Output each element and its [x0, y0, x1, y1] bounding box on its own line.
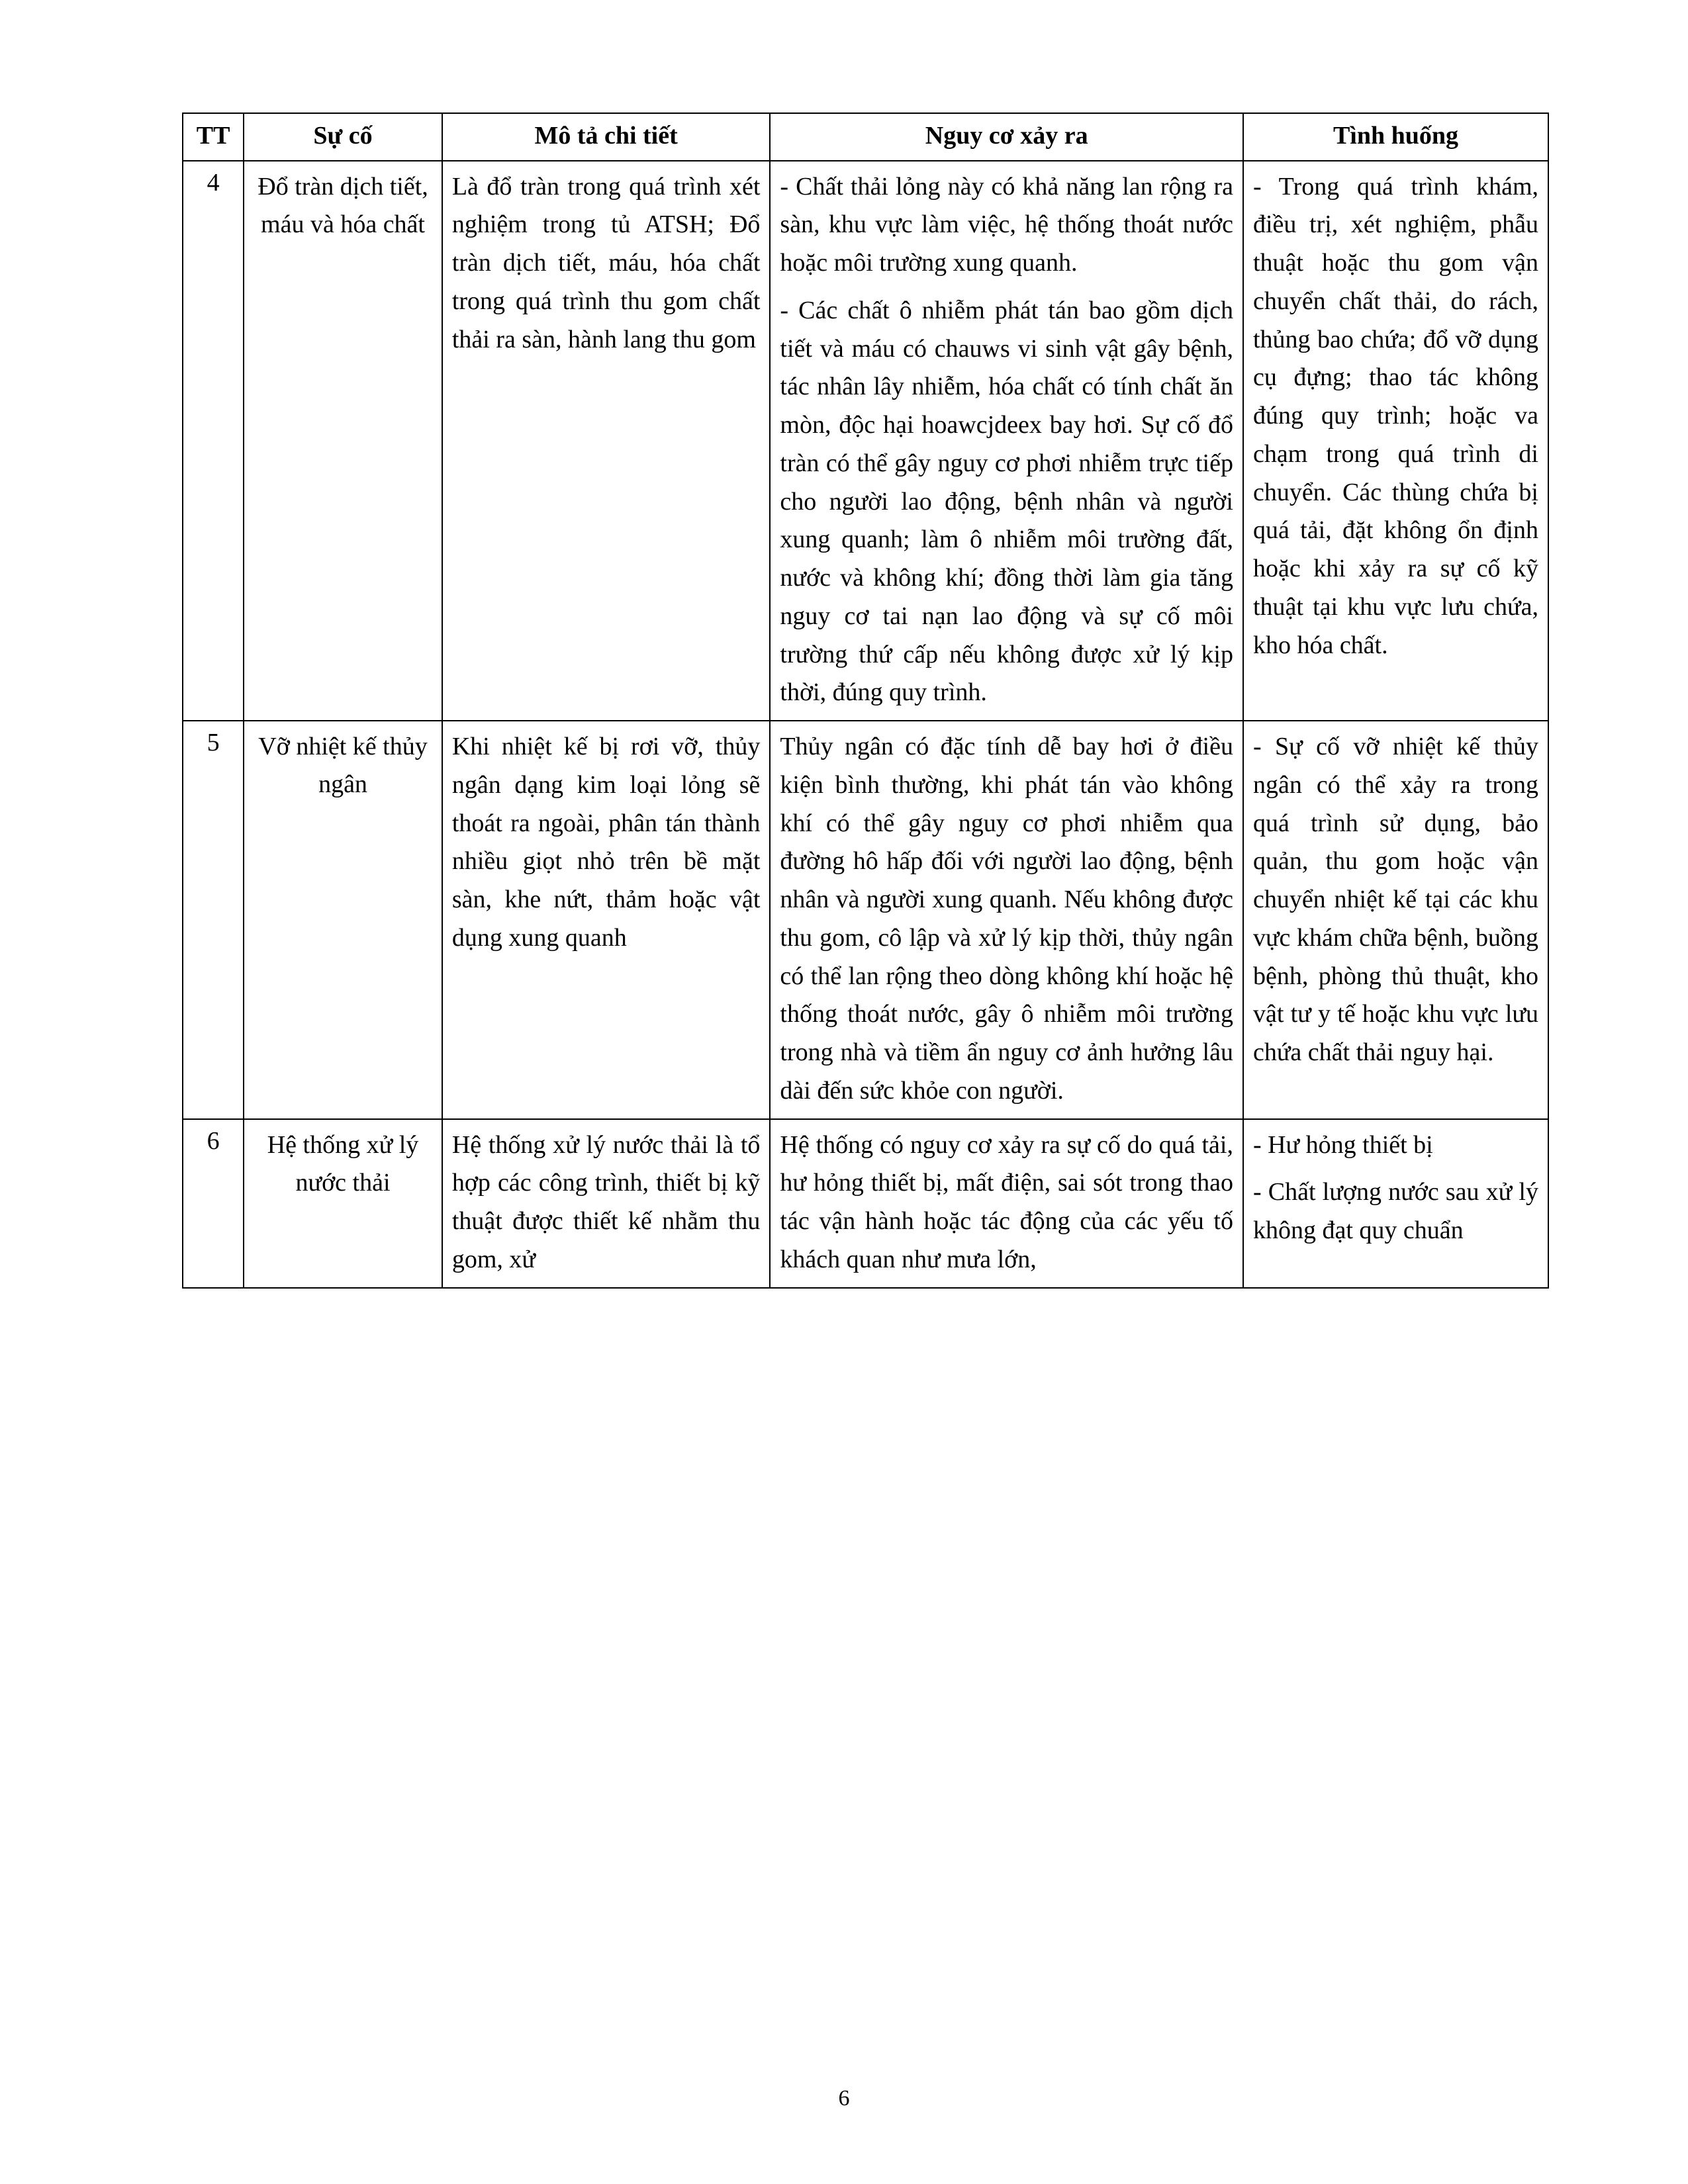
cell-su-co: Hệ thống xử lý nước thải: [244, 1119, 442, 1288]
paragraph: - Trong quá trình khám, điều trị, xét nghiệm, phẫu thuật hoặc thu gom vận chuyển chất thải, do rách, thủng bao chứa; đổ vỡ dụng cụ đựng; thao tác không đúng quy trình; hoặc va chạm trong quá trình di chuyển. Các thùng chứa bị quá tải, đặt không ổn định hoặc khi xảy ra sự cố kỹ thuật tại khu vực lưu chứa, kho hóa chất.: [1252, 172, 1538, 659]
cell-su-co: Đổ tràn dịch tiết, máu và hóa chất: [244, 161, 442, 721]
table-body: [183, 161, 1548, 1288]
column-header-su-co: Sự cố: [244, 113, 442, 161]
cell-tinh-huong: [1243, 1119, 1548, 1288]
paragraph: Hệ thống có nguy cơ xảy ra sự cố do quá tải, hư hỏng thiết bị, mất điện, sai sót trong thao tác vận hành hoặc tác động của các yếu tố khách quan như mưa lớn,: [780, 1130, 1233, 1273]
paragraph: - Hư hỏng thiết bị: [1252, 1130, 1433, 1159]
cell-su-co: Vỡ nhiệt kế thủy ngân: [244, 721, 442, 1119]
cell-nguy-co: [770, 161, 1243, 721]
column-header-tt: TT: [183, 113, 244, 161]
cell-mo-ta: [442, 1119, 771, 1288]
column-header-tinh-huong: Tình huống: [1243, 113, 1548, 161]
cell-tinh-huong: [1243, 721, 1548, 1119]
cell-tinh-huong: [1243, 161, 1548, 721]
table-header-row: [183, 113, 1548, 161]
paragraph: Thủy ngân có đặc tính dễ bay hơi ở điều kiện bình thường, khi phát tán vào không khí có thể gây nguy cơ phơi nhiễm qua đường hô hấp đối với người lao động, bệnh nhân và người xung quanh. Nếu không được thu gom, cô lập và xử lý kịp thời, thủy ngân có thể lan rộng theo dòng không khí hoặc hệ thống thoát nước, gây ô nhiễm môi trường trong nhà và tiềm ẩn nguy cơ ảnh hưởng lâu dài đến sức khỏe con người.: [780, 733, 1233, 1105]
paragraph: - Các chất ô nhiễm phát tán bao gồm dịch tiết và máu có chauws vi sinh vật gây bệnh, tác nhân lây nhiễm, hóa chất có tính chất ăn mòn, độc hại hoawcjdeex bay hơi. Sự cố đổ tràn có thể gây nguy cơ phơi nhiễm trực tiếp cho người lao động, bệnh nhân và người xung quanh; làm ô nhiễm môi trường đất, nước và không khí; đồng thời làm gia tăng nguy cơ tai nạn lao động và sự cố môi trường thứ cấp nếu không được xử lý kịp thời, đúng quy trình.: [780, 296, 1233, 707]
table-row: [183, 1119, 1548, 1288]
cell-mo-ta: [442, 161, 771, 721]
cell-tt: 6: [183, 1119, 244, 1288]
table-header: [183, 113, 1548, 161]
cell-mo-ta: [442, 721, 771, 1119]
page-number: 6: [838, 2086, 850, 2111]
column-header-mo-ta-chi-tiet: Mô tả chi tiết: [442, 113, 771, 161]
table-row: [183, 161, 1548, 721]
paragraph: - Chất thải lỏng này có khả năng lan rộng ra sàn, khu vực làm việc, hệ thống thoát nước hoặc môi trường xung quanh.: [780, 172, 1233, 277]
cell-nguy-co: [770, 1119, 1243, 1288]
paragraph: Hệ thống xử lý nước thải là tổ hợp các công trình, thiết bị kỹ thuật được thiết kế nhằm thu gom, xử: [451, 1130, 761, 1273]
cell-nguy-co: [770, 721, 1243, 1119]
table-row: [183, 721, 1548, 1119]
column-header-nguy-co-xay-ra: Nguy cơ xảy ra: [770, 113, 1243, 161]
paragraph: - Chất lượng nước sau xử lý không đạt quy chuẩn: [1252, 1178, 1538, 1244]
paragraph: Là đổ tràn trong quá trình xét nghiệm trong tủ ATSH; Đổ tràn dịch tiết, máu, hóa chất trong quá trình thu gom chất thải ra sàn, hành lang thu gom: [451, 172, 761, 353]
paragraph: Khi nhiệt kế bị rơi vỡ, thủy ngân dạng kim loại lỏng sẽ thoát ra ngoài, phân tán thành nhiều giọt nhỏ trên bề mặt sàn, khe nứt, thảm hoặc vật dụng xung quanh: [451, 733, 761, 952]
cell-tt: 5: [183, 721, 244, 1119]
cell-tt: 4: [183, 161, 244, 721]
incident-table: [182, 113, 1549, 1289]
paragraph: - Sự cố vỡ nhiệt kế thủy ngân có thể xảy ra trong quá trình sử dụng, bảo quản, thu gom hoặc vận chuyển nhiệt kế tại các khu vực khám chữa bệnh, buồng bệnh, phòng thủ thuật, kho vật tư y tế hoặc khu vực lưu chứa chất thải nguy hại.: [1252, 733, 1538, 1066]
